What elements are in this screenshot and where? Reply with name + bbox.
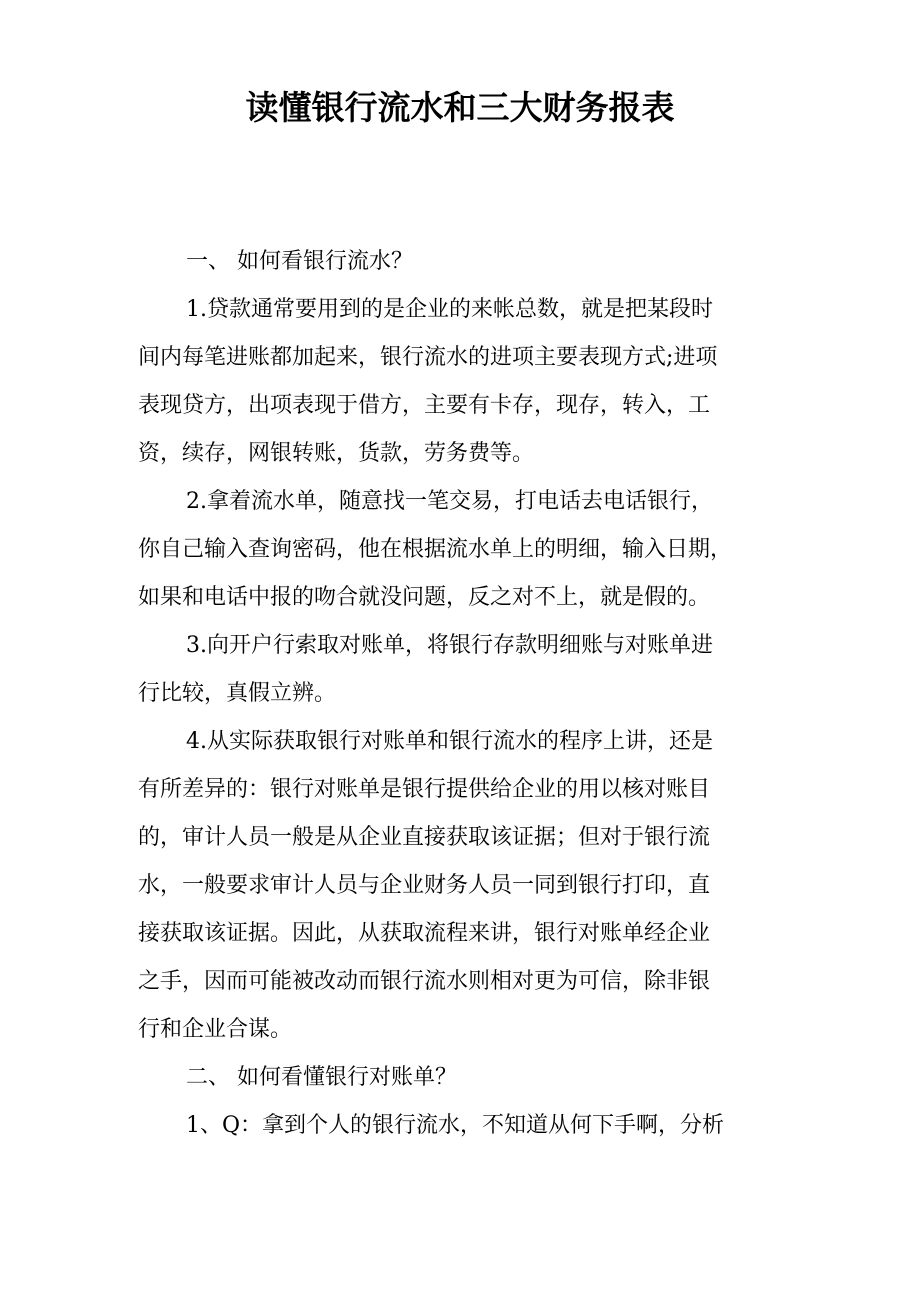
section-heading-1: 一、 如何看银行流水？ <box>186 249 413 274</box>
paragraph-line: 接获取该证据。因此，从获取流程来讲，银行对账单经企业 <box>138 921 711 946</box>
paragraph-line: 行和企业合谋。 <box>138 1017 293 1042</box>
paragraph-line: 水，一般要求审计人员与企业财务人员一同到银行打印，直 <box>138 873 711 898</box>
paragraph-line: 你自己输入查询密码，他在根据流水单上的明细，输入日期， <box>138 537 733 562</box>
paragraph-line: 间内每笔进账都加起来，银行流水的进项主要表现方式;进项 <box>138 345 718 370</box>
paragraph-line: 2.拿着流水单，随意找一笔交易，打电话去电话银行， <box>186 489 713 514</box>
page-title: 读懂银行流水和三大财务报表 <box>245 88 675 127</box>
paragraph-line: 3.向开户行索取对账单，将银行存款明细账与对账单进 <box>186 633 713 658</box>
paragraph-line: 资，续存，网银转账，货款，劳务费等。 <box>138 441 535 466</box>
document-body <box>138 238 788 1150</box>
paragraph-line: 的，审计人员一般是从企业直接获取该证据；但对于银行流 <box>138 825 711 850</box>
section-heading-2: 二、 如何看懂银行对账单？ <box>186 1065 457 1090</box>
paragraph-line: 如果和电话中报的吻合就没问题，反之对不上，就是假的。 <box>138 585 711 610</box>
paragraph-line: 表现贷方，出项表现于借方，主要有卡存，现存，转入，工 <box>138 393 711 418</box>
paragraph-line: 有所差异的：银行对账单是银行提供给企业的用以核对账目 <box>138 777 711 802</box>
paragraph-line: 1.贷款通常要用到的是企业的来帐总数，就是把某段时 <box>186 297 713 322</box>
paragraph-line: 1、Q：拿到个人的银行流水，不知道从何下手啊，分析 <box>186 1113 725 1138</box>
paragraph-line: 行比较，真假立辨。 <box>138 681 337 706</box>
paragraph-line: 4.从实际获取银行对账单和银行流水的程序上讲，还是 <box>186 729 713 754</box>
paragraph-line: 之手，因而可能被改动而银行流水则相对更为可信，除非银 <box>138 969 711 994</box>
